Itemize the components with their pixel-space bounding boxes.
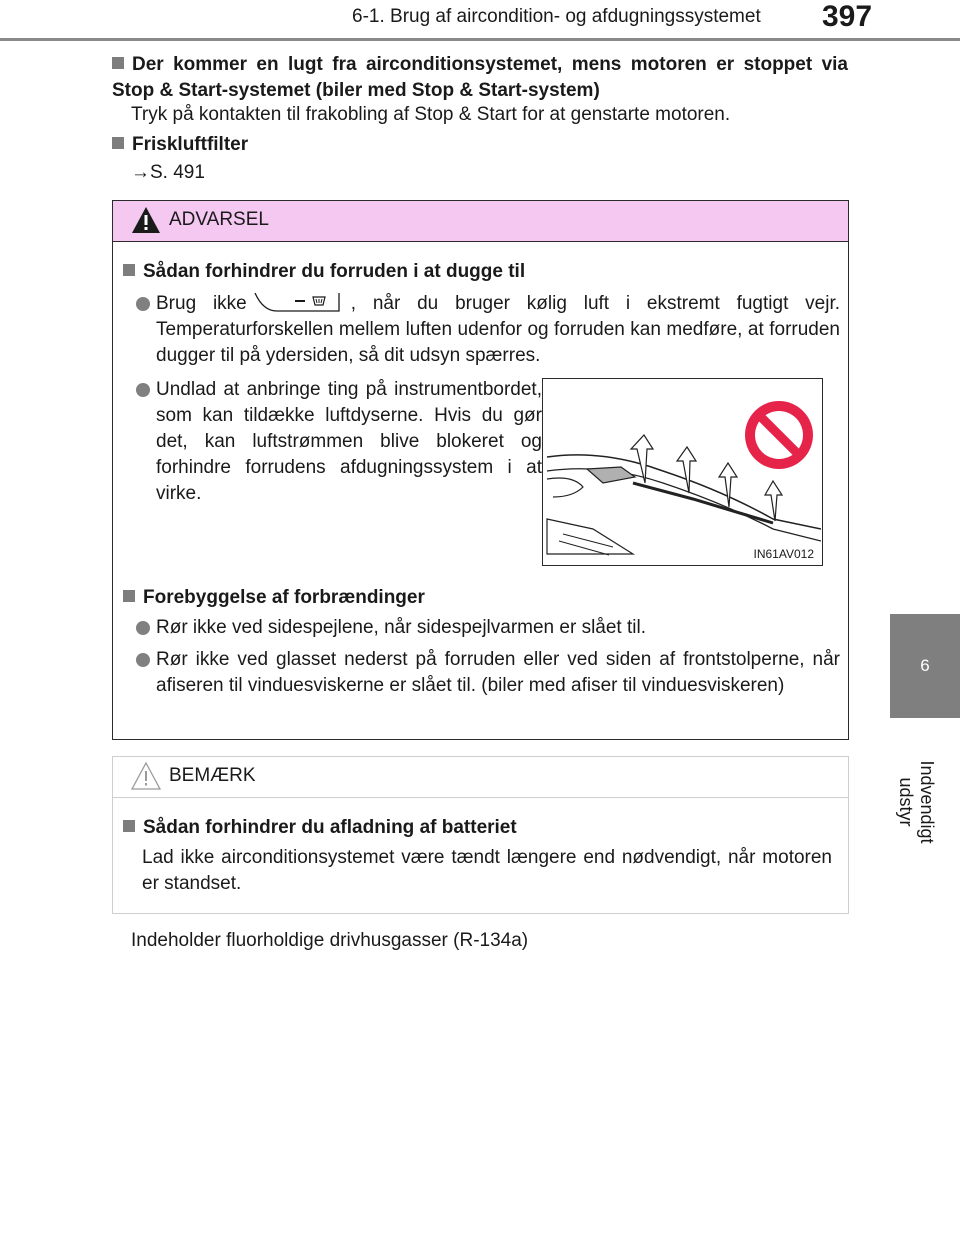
fog-bullet-2: Undlad at anbringe ting på instrumentbordet, som kan tildække luftdyserne. Hvis du gør det, kan luftstrømmen blive blokeret og forhindre forrudens afdugningssystem i at virke. — [136, 377, 526, 507]
battery-text: Lad ikke airconditionsystemet være tændt længere end nødvendigt, når motoren er standset. — [142, 847, 832, 894]
recirculation-button-icon — [253, 291, 345, 313]
burn-bullet-2: Rør ikke ved glasset nederst på forruden eller ved siden af frontstolperne, når afiseren til vinduesviskerne er slået til. (biler med afiser til vinduesviskeren) — [136, 647, 840, 699]
warning-header — [113, 201, 848, 242]
bullet-dot-icon — [136, 297, 150, 311]
page-number: 397 — [822, 0, 873, 33]
note-box — [112, 756, 849, 914]
filter-reference[interactable]: →S. 491 — [131, 162, 205, 183]
bullet-dot-icon — [136, 621, 150, 635]
stop-start-heading: Der kommer en lugt fra airconditionsystemet, mens motoren er stoppet via Stop & Start-systemet (biler med Stop & Start-system) — [112, 54, 848, 101]
burn-heading: Forebyggelse af forbrændinger — [123, 585, 425, 611]
fog-heading: Sådan forhindrer du forruden i at dugge til — [123, 259, 525, 285]
arrow-right-icon: → — [131, 162, 150, 183]
square-bullet-icon — [112, 137, 124, 149]
refrigerant-note: Indeholder fluorholdige drivhusgasser (R-134a) — [131, 930, 529, 951]
header-divider — [0, 38, 960, 41]
note-title: BEMÆRK — [169, 765, 256, 786]
note-header — [113, 757, 848, 798]
figure-code: IN61AV012 — [753, 547, 814, 561]
bullet-dot-icon — [136, 653, 150, 667]
dashboard-vents-illustration — [542, 378, 823, 566]
square-bullet-icon — [123, 264, 135, 276]
chapter-label: Indvendigt udstyr — [896, 760, 937, 844]
stop-start-text: Tryk på kontakten til frakobling af Stop & Start for at genstarte motoren. — [131, 104, 731, 125]
caution-triangle-icon — [131, 761, 161, 791]
burn-bullet-1: Rør ikke ved sidespejlene, når sidespejlvarmen er slået til. — [136, 615, 840, 641]
dashboard-airflow-image — [543, 379, 821, 564]
warning-triangle-icon — [131, 205, 161, 235]
filter-heading: Friskluftfilter — [112, 132, 248, 158]
square-bullet-icon — [123, 820, 135, 832]
chapter-tab[interactable]: 6 — [890, 614, 960, 718]
section-title: 6-1. Brug af aircondition- og afdugningssystemet — [352, 6, 761, 27]
square-bullet-icon — [123, 590, 135, 602]
fog-bullet-1: Brug ikke , når du bruger kølig luft i ekstremt fugtigt vejr. Temperaturforskellen mellem luften udenfor og forruden kan medføre, at forruden dugger til på ydersiden, så dit udsyn spærres. — [136, 291, 840, 369]
square-bullet-icon — [112, 57, 124, 69]
battery-heading: Sådan forhindrer du afladning af batteriet — [123, 815, 517, 841]
bullet-dot-icon — [136, 383, 150, 397]
warning-title: ADVARSEL — [169, 209, 269, 230]
